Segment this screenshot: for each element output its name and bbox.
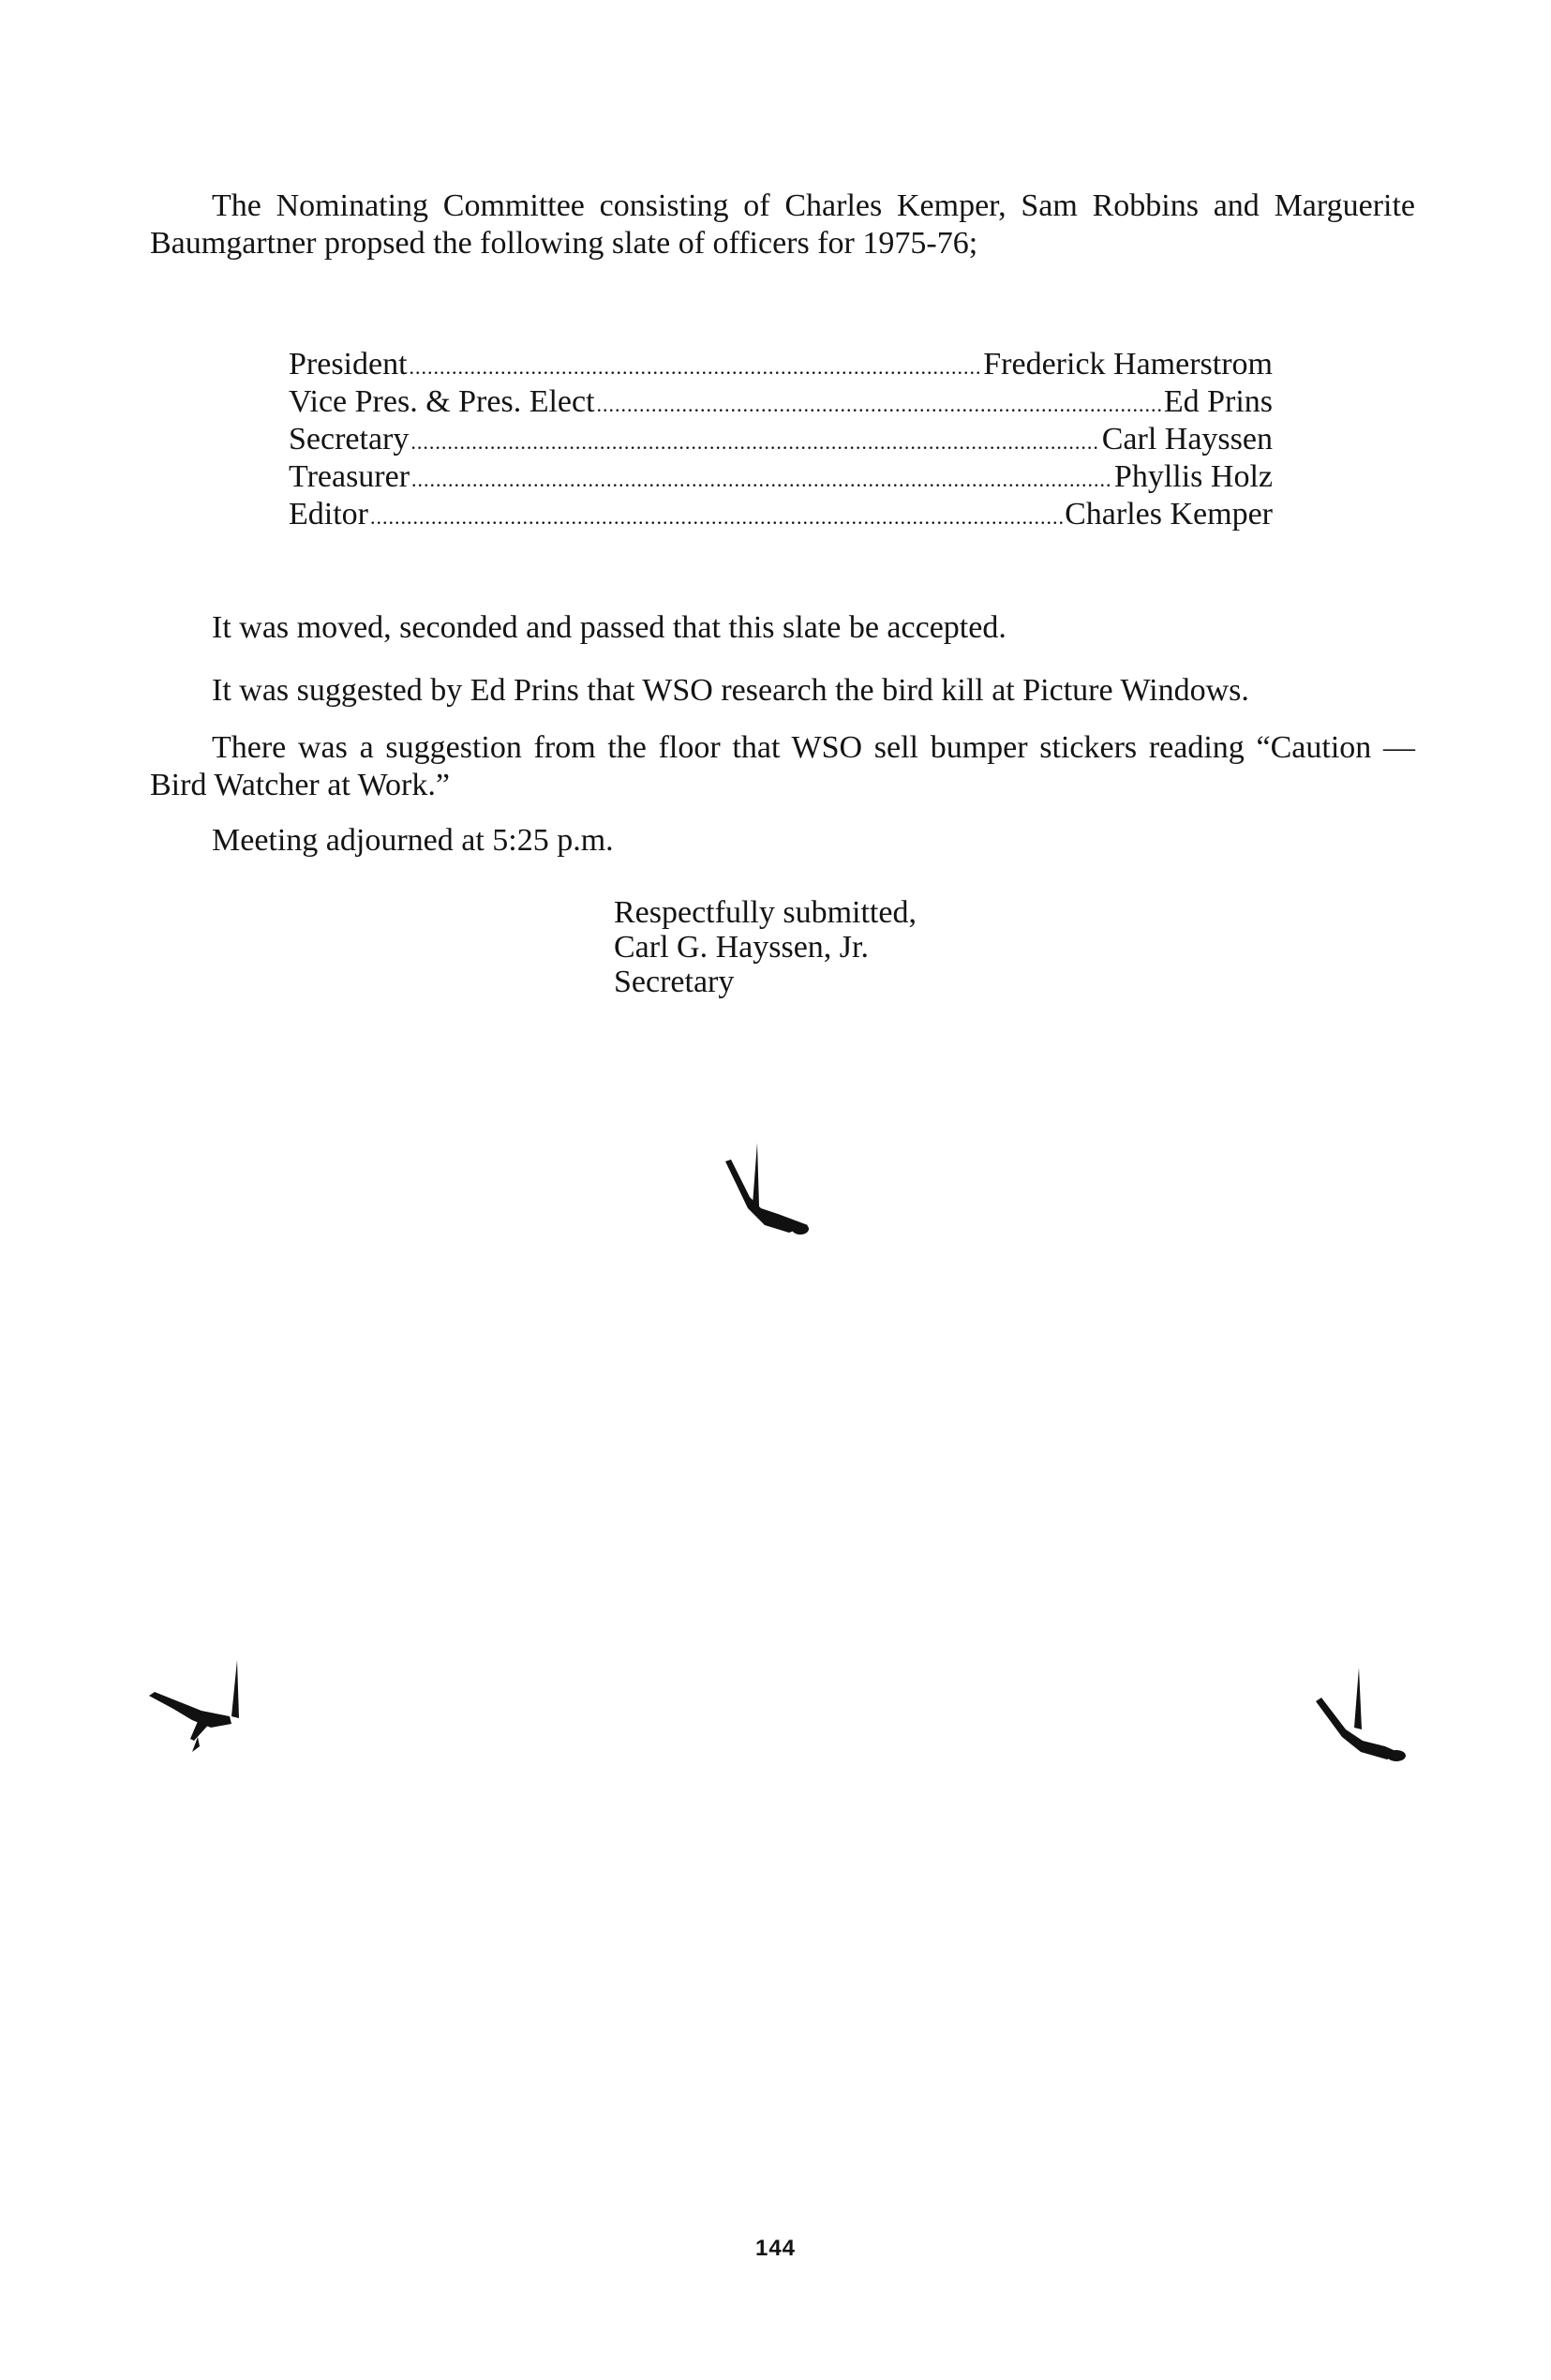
motion-paragraph: It was moved, seconded and passed that this slate be accepted. <box>212 610 1007 645</box>
slate-row-president <box>289 347 1273 384</box>
suggestion-paragraph: It was suggested by Ed Prins that WSO research the bird kill at Picture Windows. <box>212 673 1249 708</box>
officer-slate <box>289 347 1273 534</box>
office-label: Vice Pres. & Pres. Elect <box>289 384 595 419</box>
officer-name: Charles Kemper <box>1065 497 1273 531</box>
bird-icon <box>722 1139 815 1242</box>
officer-name: Ed Prins <box>1163 384 1273 419</box>
closing-line: Respectfully submitted, <box>614 895 917 930</box>
bird-icon <box>1312 1664 1415 1767</box>
officer-name: Carl Hayssen <box>1101 422 1273 457</box>
leader-dots <box>370 500 1063 534</box>
office-label: President <box>289 347 408 382</box>
office-label: Secretary <box>289 422 410 457</box>
signature-block <box>614 895 917 999</box>
officer-name: Phyllis Holz <box>1113 459 1273 494</box>
page-number: 144 <box>754 2236 797 2261</box>
intro-paragraph: The Nominating Committee consisting of Charles Kemper, Sam Robbins and Marguerite Baumgartner propsed the following slate of officers for 1975-76; <box>150 188 1415 261</box>
bird-icon <box>145 1654 258 1758</box>
slate-row-vice-president <box>289 384 1273 422</box>
slate-row-editor <box>289 497 1273 534</box>
office-label: Treasurer <box>289 459 410 494</box>
slate-row-secretary <box>289 422 1273 459</box>
signer-title: Secretary <box>614 965 735 999</box>
signer-name: Carl G. Hayssen, Jr. <box>614 930 869 965</box>
slate-row-treasurer <box>289 459 1273 497</box>
office-label: Editor <box>289 497 368 531</box>
leader-dots <box>410 425 1099 459</box>
officer-name: Frederick Hamerstrom <box>983 347 1273 382</box>
floor-suggestion-paragraph: There was a suggestion from the floor that WSO sell bumper stickers reading “Caution — Bird Watcher at Work.” <box>150 730 1415 802</box>
leader-dots <box>411 462 1112 497</box>
leader-dots <box>410 350 982 384</box>
adjournment-paragraph: Meeting adjourned at 5:25 p.m. <box>212 823 614 858</box>
leader-dots <box>597 387 1162 422</box>
